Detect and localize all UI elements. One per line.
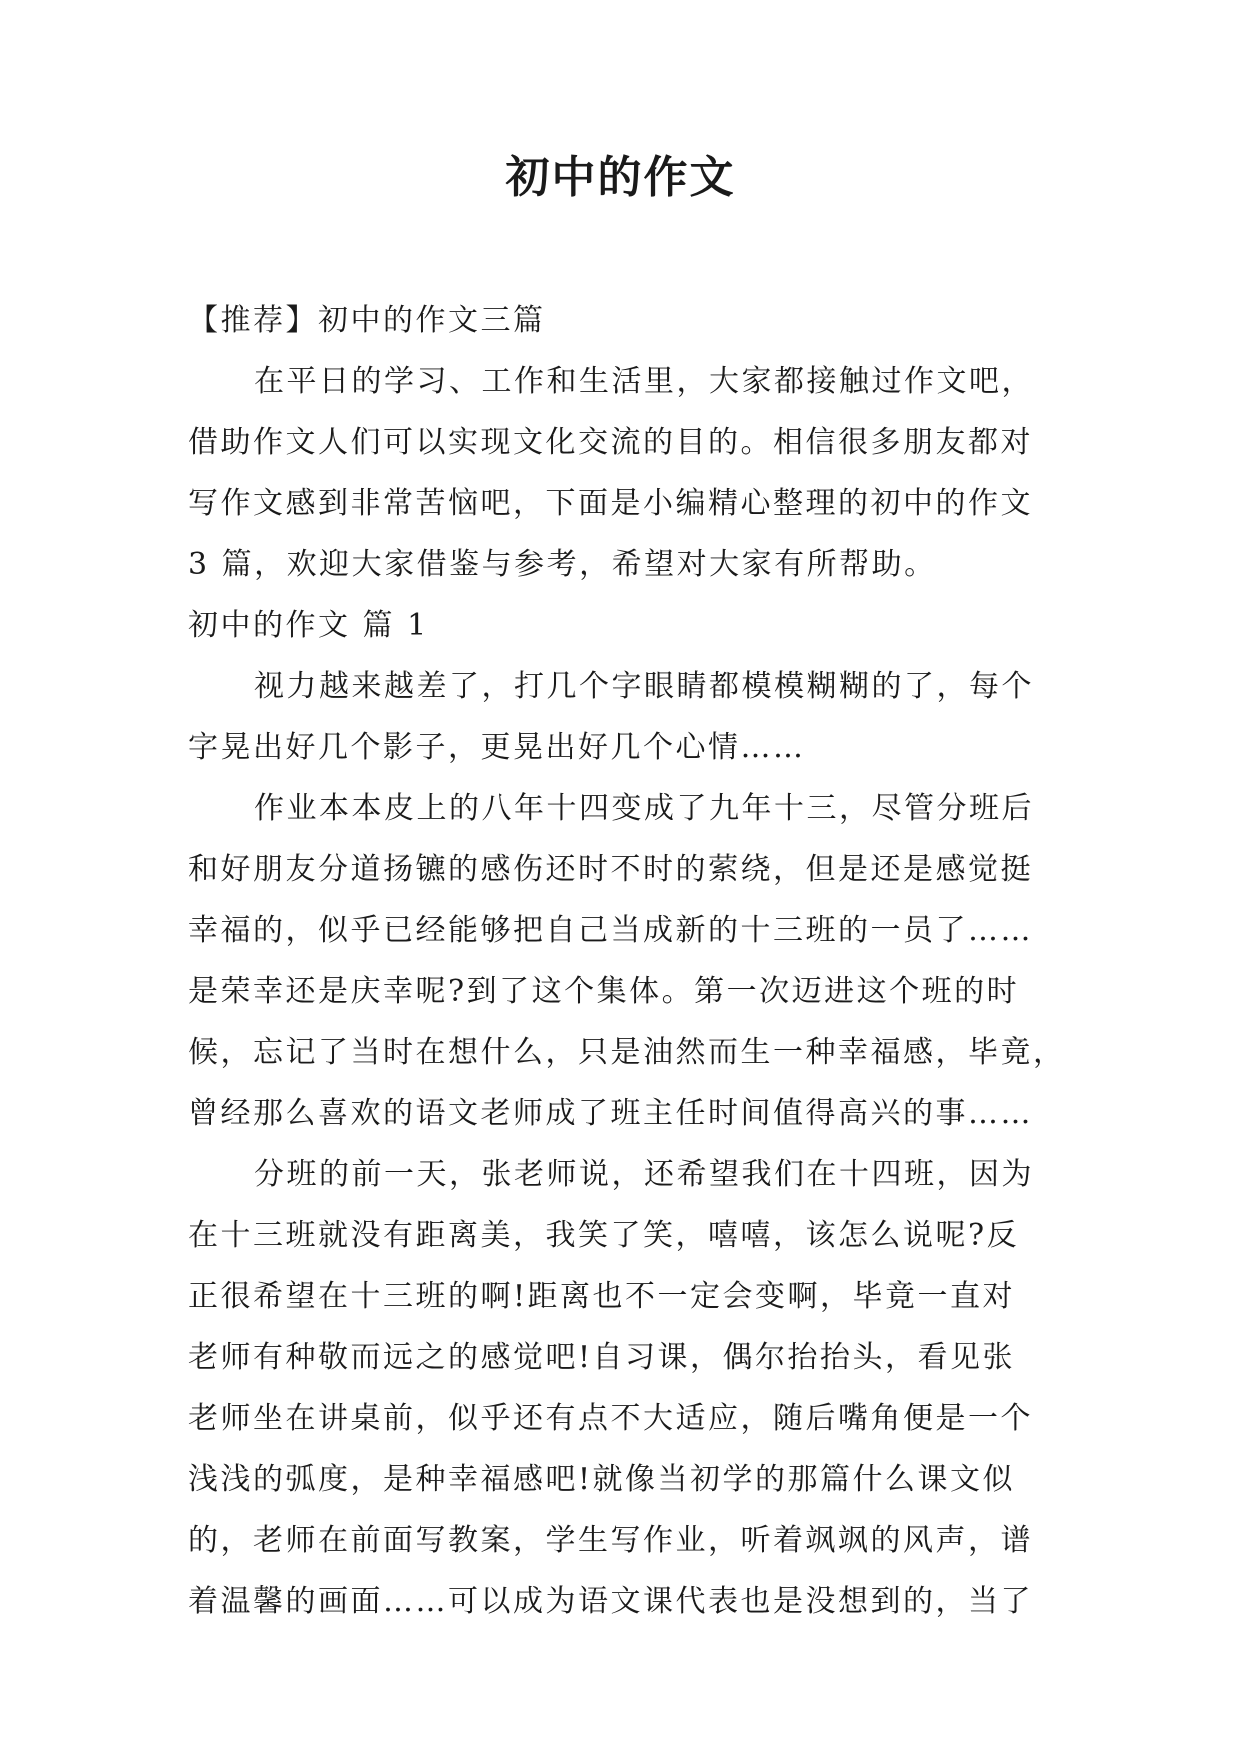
text-line: 分班的前一天，张老师说，还希望我们在十四班，因为 [254,1157,1034,1192]
document-body [188,290,1066,1632]
text-line: 幸福的，似乎已经能够把自己当成新的十三班的一员了…… [188,913,1033,948]
text-line: 【推荐】初中的作文三篇 [188,303,546,338]
text-line: 和好朋友分道扬镳的感伤还时不时的萦绕，但是还是感觉挺 [188,852,1033,887]
text-line: 写作文感到非常苦恼吧，下面是小编精心整理的初中的作文 [188,486,1033,521]
text-line: 浅浅的弧度，是种幸福感吧!就像当初学的那篇什么课文似 [188,1462,1016,1497]
text-line: 在十三班就没有距离美，我笑了笑，嘻嘻，该怎么说呢?反 [188,1218,1020,1253]
text-line: 3 篇，欢迎大家借鉴与参考，希望对大家有所帮助。 [188,547,937,582]
section-heading: 初中的作文 篇 1 [188,608,429,643]
text-line: 曾经那么喜欢的语文老师成了班主任时间值得高兴的事…… [188,1096,1033,1131]
text-line: 老师有种敬而远之的感觉吧!自习课，偶尔抬抬头，看见张 [188,1340,1016,1375]
text-line: 正很希望在十三班的啊!距离也不一定会变啊，毕竟一直对 [188,1279,1016,1314]
text-line: 字晃出好几个影子，更晃出好几个心情…… [188,730,806,765]
text-line: 借助作文人们可以实现文化交流的目的。相信很多朋友都对 [188,425,1033,460]
text-line: 候，忘记了当时在想什么，只是油然而生一种幸福感，毕竟， [188,1035,1066,1070]
document-title: 初中的作文 [505,152,736,203]
text-line: 在平日的学习、工作和生活里，大家都接触过作文吧， [254,364,1034,399]
text-line: 视力越来越差了，打几个字眼睛都模模糊糊的了，每个 [254,669,1034,704]
text-line: 着温馨的画面……可以成为语文课代表也是没想到的，当了 [188,1584,1033,1619]
text-line: 的，老师在前面写教案，学生写作业，听着飒飒的风声，谱 [188,1523,1033,1558]
text-line: 是荣幸还是庆幸呢?到了这个集体。第一次迈进这个班的时 [188,974,1020,1009]
text-line: 作业本本皮上的八年十四变成了九年十三，尽管分班后 [254,791,1034,826]
text-line: 老师坐在讲桌前，似乎还有点不大适应，随后嘴角便是一个 [188,1401,1033,1436]
